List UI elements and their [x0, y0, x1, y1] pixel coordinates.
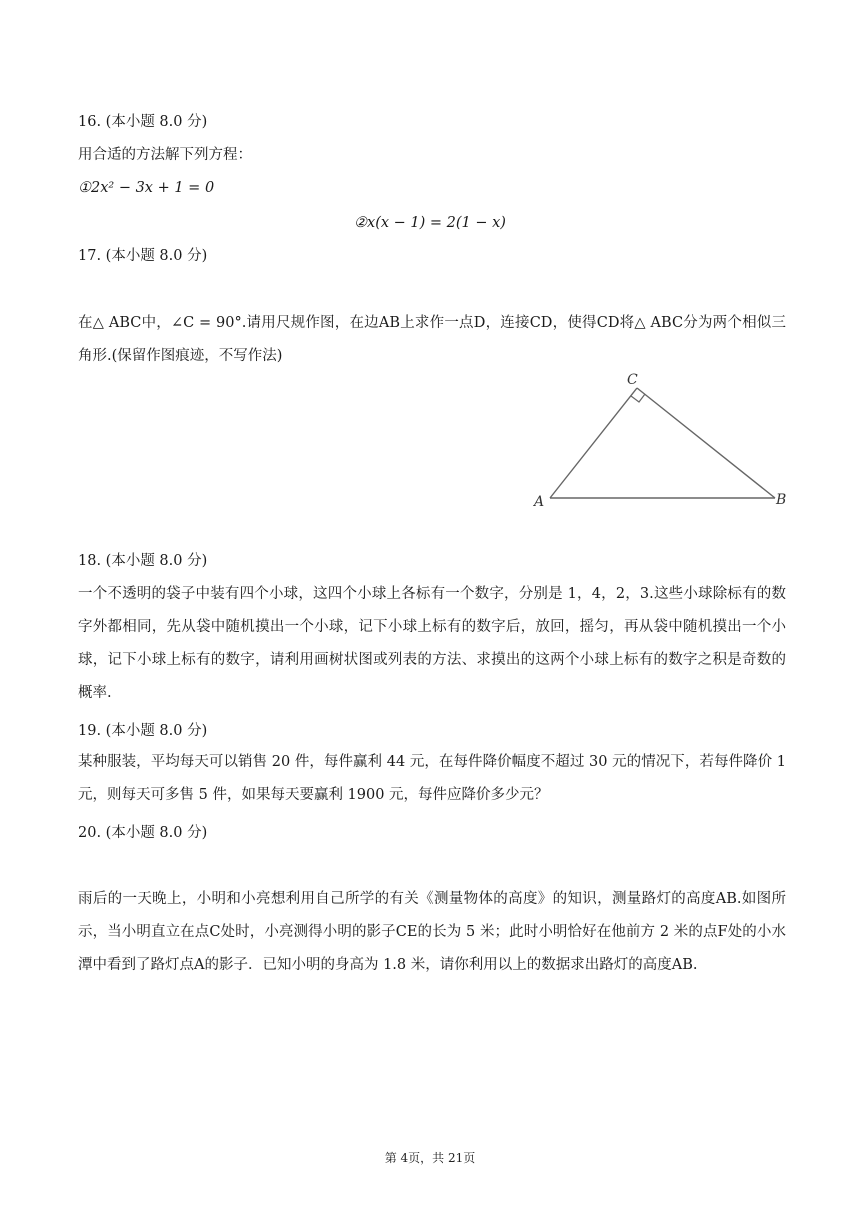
q18-header: 18. (本小题 8.0 分) [78, 553, 208, 569]
q17-body: 在△ ABC中，∠C = 90°.请用尺规作图，在边AB上求作一点D，连接CD，使得CD将△ ABC分为两个相似三角形.(保留作图痕迹，不写作法) [78, 315, 786, 364]
right-angle-mark [631, 394, 645, 402]
q19-header: 19. (本小题 8.0 分) [78, 723, 208, 739]
q18-body: 一个不透明的袋子中装有四个小球，这四个小球上各标有一个数字，分别是 1，4，2，3.这些小球除标有的数字外都相同，先从袋中随机摸出一个小球，记下小球上标有的数字后，放回，摇匀，再从袋中随机摸出一个小球，记下小球上标有的数字，请利用画树状图或列表的方法、求摸出的这两个小球上标有的数字之积是奇数的概率. [78, 586, 786, 701]
q16-instruction: 用合适的方法解下列方程： [78, 147, 252, 163]
q17-header: 17. (本小题 8.0 分) [78, 248, 208, 264]
q20-body: 雨后的一天晚上，小明和小亮想利用自己所学的有关《测量物体的高度》的知识，测量路灯的高度AB.如图所示，当小明直立在点C处时，小亮测得小明的影子CE的长为 5 米；此时小明恰好在他前方 2 米的点F处的小水潭中看到了路灯点A的影子．已知小明的身高为 1.8 米，请你利用以上的数据求出路灯的高度AB. [78, 891, 786, 973]
vertex-label-c: C [627, 372, 638, 388]
triangle-side-cb [637, 388, 775, 498]
page-footer: 第 4页，共 21页 [384, 1151, 476, 1165]
q16-equation-2: ②x(x − 1) = 2(1 − x) [354, 215, 506, 231]
vertex-label-a: A [534, 494, 545, 510]
q19-body: 某种服装，平均每天可以销售 20 件，每件赢利 44 元，在每件降价幅度不超过 30 元的情况下，若每件降价 1 元，则每天可多售 5 件，如果每天要赢利 1900 元，每件应降价多少元？ [78, 754, 786, 803]
vertex-label-b: B [776, 492, 787, 508]
q17-triangle-figure [525, 370, 795, 515]
q16-header: 16. (本小题 8.0 分) [78, 114, 208, 130]
q16-equation-1: ①2x² − 3x + 1 = 0 [78, 180, 215, 196]
triangle-side-ac [550, 388, 637, 498]
q20-header: 20. (本小题 8.0 分) [78, 825, 208, 841]
